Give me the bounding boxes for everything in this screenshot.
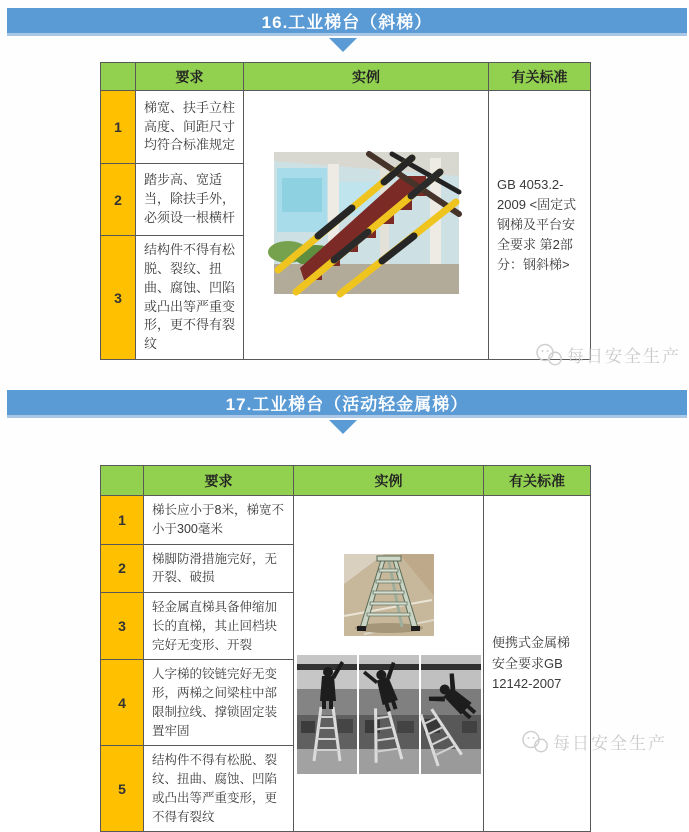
row-number: 5 — [101, 746, 144, 832]
row-number: 2 — [101, 544, 144, 593]
step-ladder-photo — [344, 554, 434, 636]
requirement-text: 结构件不得有松脱、裂纹、扭曲、腐蚀、凹陷或凸出等严重变形，更不得有裂纹 — [136, 236, 244, 360]
row-number: 3 — [101, 593, 144, 660]
ladder-fall-sequence — [294, 655, 483, 774]
inclined-ladder-table — [100, 62, 591, 360]
column-header-standard: 有关标准 — [489, 63, 591, 91]
row-number: 1 — [101, 91, 136, 164]
column-header-example: 实例 — [294, 466, 484, 496]
column-header-example: 实例 — [244, 63, 489, 91]
row-number: 3 — [101, 236, 136, 360]
wechat-icon — [521, 730, 549, 754]
column-header-requirement: 要求 — [144, 466, 294, 496]
requirement-text: 梯长应小于8米，梯宽不小于300毫米 — [144, 496, 294, 545]
inclined-steel-stair-photo — [274, 152, 459, 294]
column-header-requirement: 要求 — [136, 63, 244, 91]
watermark — [535, 342, 681, 367]
section-16-title: 16.工业梯台（斜梯） — [261, 13, 433, 32]
ladder-fall-frame-3 — [421, 655, 481, 774]
ladder-fall-frame-2 — [359, 655, 419, 774]
row-number: 2 — [101, 164, 136, 236]
example-photo-cell — [294, 496, 484, 832]
wechat-icon — [535, 343, 563, 367]
watermark-text: 每日安全生产 — [567, 347, 681, 366]
table-corner-cell — [101, 63, 136, 91]
section-17-banner — [7, 390, 687, 418]
table-corner-cell — [101, 466, 144, 496]
ladder-fall-frame-1 — [297, 655, 357, 774]
requirement-text: 人字梯的铰链完好无变形，两梯之间梁柱中部限制拉线、撑锁固定装置牢固 — [144, 660, 294, 746]
light-metal-ladder-table — [100, 465, 591, 832]
requirement-text: 梯脚防滑措施完好，无开裂、破损 — [144, 544, 294, 593]
column-header-standard: 有关标准 — [484, 466, 591, 496]
watermark-text: 每日安全生产 — [553, 734, 667, 753]
standard-text: GB 4053.2-2009 <固定式钢梯及平台安全要求 第2部分：钢斜梯> — [489, 91, 591, 360]
section-16-banner — [7, 8, 687, 36]
requirement-text: 轻金属直梯具备伸缩加长的直梯，其止回档块完好无变形、开裂 — [144, 593, 294, 660]
table-row — [101, 91, 591, 164]
table-row — [101, 496, 591, 545]
row-number: 4 — [101, 660, 144, 746]
requirement-text: 结构件不得有松脱、裂纹、扭曲、腐蚀、凹陷或凸出等严重变形，更不得有裂纹 — [144, 746, 294, 832]
banner-pointer-down-icon — [329, 38, 357, 52]
requirement-text: 踏步高、宽适当，除扶手外，必须设一根横杆 — [136, 164, 244, 236]
standard-text: 便携式金属梯安全要求GB 12142-2007 — [484, 496, 591, 832]
row-number: 1 — [101, 496, 144, 545]
example-photo-cell — [244, 91, 489, 360]
section-17-title: 17.工业梯台（活动轻金属梯） — [225, 395, 469, 414]
watermark — [521, 729, 667, 754]
banner-pointer-down-icon — [329, 420, 357, 434]
requirement-text: 梯宽、扶手立柱高度、间距尺寸均符合标准规定 — [136, 91, 244, 164]
